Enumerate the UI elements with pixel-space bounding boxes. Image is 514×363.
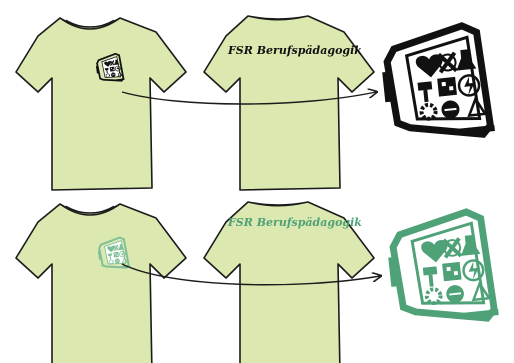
front-shirt-top	[16, 18, 186, 190]
logo-green-large	[384, 210, 499, 328]
row-black-print	[16, 16, 495, 190]
row-green-print	[16, 202, 499, 363]
front-shirt-bottom	[16, 204, 186, 363]
logo-black-large	[378, 24, 495, 144]
back-print-label-top: FSR Berufspädagogik	[228, 44, 362, 57]
back-print-label-bottom: FSR Berufspädagogik	[228, 216, 362, 229]
